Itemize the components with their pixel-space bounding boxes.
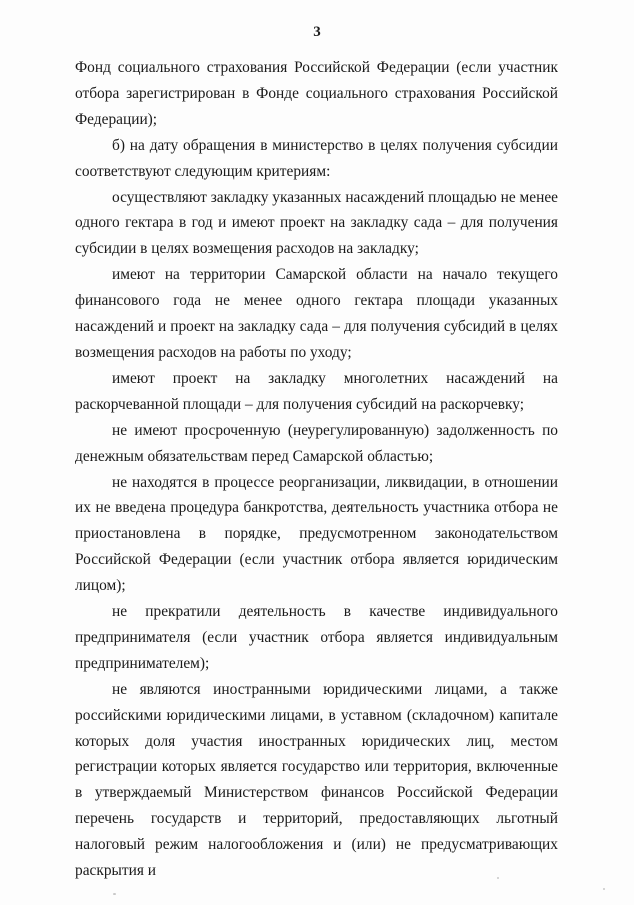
scan-speck [603,888,605,890]
paragraph-no-reorganization: не находятся в процессе реорганизации, ликвидации, в отношении их не введена процедура банкротства, деятельность участника отбора не приостановлена в порядке, предусмотренном законодательством Российской Федерации (если участник отбора является юридическим лицом); [75,473,558,595]
paragraph-no-debt: не имеют просроченную (неурегулированную) задолженность по денежным обязательствам перед Самарской областью; [75,421,558,465]
document-body [75,55,558,884]
paragraph-fss-registration: Фонд социального страхования Российской Федерации (если участник отбора зарегистрирован в Фонде социального страхования Российской Федерации); [75,59,558,128]
paragraph-territory-area: имеют на территории Самарской области на начало текущего финансового года не менее одного гектара площади указанных насаждений и проект на закладку сада – для получения субсидий в целях возмещения расходов на работы по уходу; [75,266,558,361]
page-number: 3 [313,24,321,40]
paragraph-entrepreneur-active: не прекратили деятельность в качестве индивидуального предпринимателя (если участник отбора является индивидуальным предпринимателем); [75,603,558,672]
paragraph-uprooting-project: имеют проект на закладку многолетних насаждений на раскорчеванной площади – для получения субсидий на раскорчевку; [75,369,558,413]
paragraph-not-foreign-entity: не являются иностранными юридическими лицами, а также российскими юридическими лицами, в уставном (складочном) капитале которых доля участия иностранных юридических лиц, местом регистрации которых является государство или территория, включенные в утверждаемый Министерством финансов Российской Федерации перечень государств и территорий, предоставляющих льготный налоговый режим налогообложения и (или) не предусматривающих раскрытия и [75,680,558,880]
scan-speck [113,893,116,895]
scan-speck [497,877,499,879]
paragraph-criteria-intro: б) на дату обращения в министерство в целях получения субсидии соответствуют следующим критериям: [75,136,558,180]
paragraph-planting-area: осуществляют закладку указанных насаждений площадью не менее одного гектара в год и имеют проект на закладку сада – для получения субсидии в целях возмещения расходов на закладку; [75,188,558,258]
